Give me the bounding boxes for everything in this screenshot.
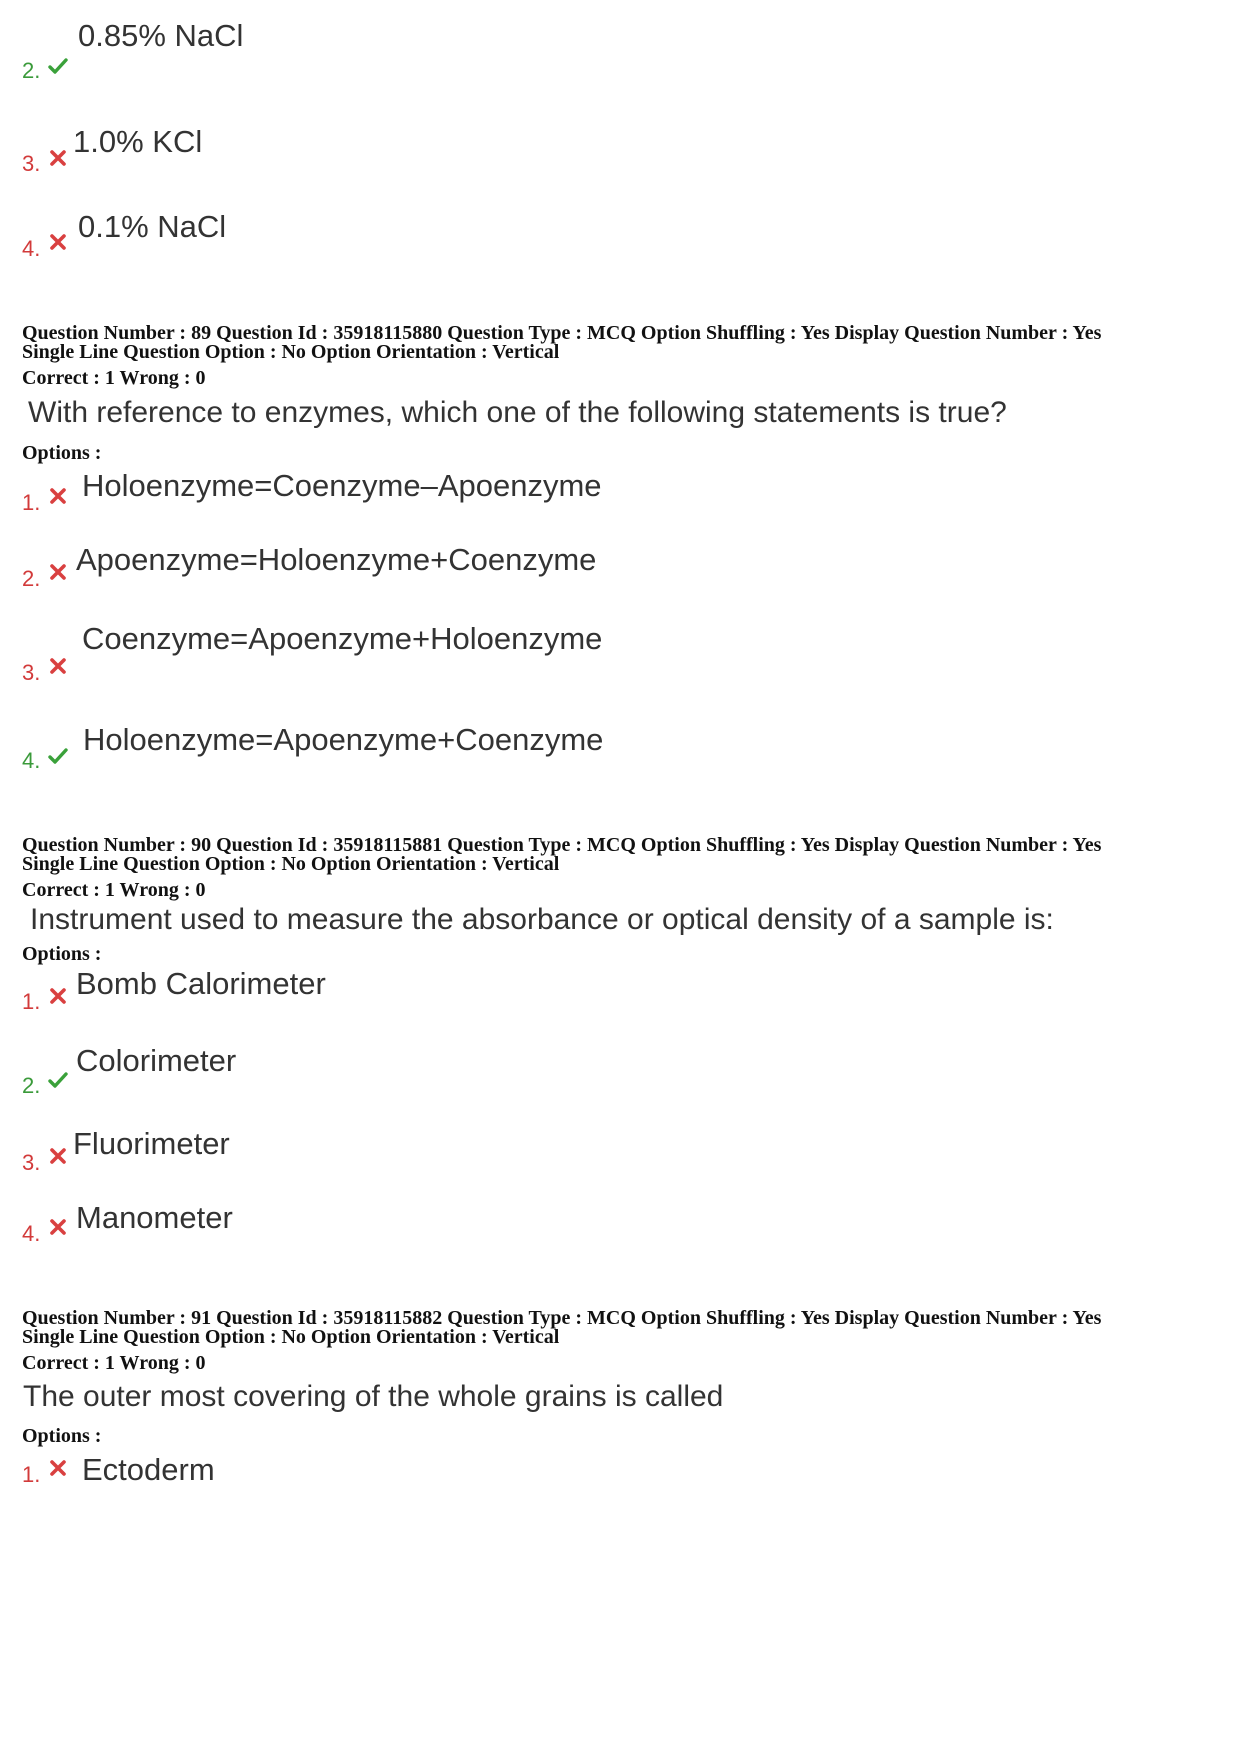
option-number: 3.: [22, 151, 41, 176]
option-text: 0.85% NaCl: [78, 18, 244, 53]
options-label: Options :: [22, 1425, 102, 1447]
option-number: 3.: [22, 660, 41, 685]
question-meta: Question Number : 89 Question Id : 35918115880 Question Type : MCQ Option Shuffling : Yes Display Question Number : Yes: [22, 322, 1102, 344]
cross-icon: [48, 1217, 68, 1237]
cross-icon: [48, 232, 68, 252]
option-number: 4.: [22, 236, 41, 261]
option-number: 4.: [22, 748, 41, 773]
option-text: Manometer: [76, 1200, 233, 1235]
option-number: 2.: [22, 566, 41, 591]
option-text: Colorimeter: [76, 1043, 237, 1078]
options-label: Options :: [22, 442, 102, 464]
check-icon: [48, 1070, 68, 1090]
question-marks: Correct : 1 Wrong : 0: [22, 1352, 206, 1374]
option-number: 1.: [22, 989, 41, 1014]
option-text: Coenzyme=Apoenzyme+Holoenzyme: [82, 621, 603, 656]
option-number: 2.: [22, 1073, 41, 1098]
options-label: Options :: [22, 943, 102, 965]
option-number: 3.: [22, 1150, 41, 1175]
question-marks: Correct : 1 Wrong : 0: [22, 367, 206, 389]
option-text: Holoenzyme=Apoenzyme+Coenzyme: [83, 722, 604, 757]
option-text: Ectoderm: [82, 1452, 215, 1487]
question-text: With reference to enzymes, which one of the following statements is true?: [28, 396, 1007, 429]
cross-icon: [48, 148, 68, 168]
cross-icon: [48, 1458, 68, 1478]
cross-icon: [48, 986, 68, 1006]
question-meta: Question Number : 91 Question Id : 35918115882 Question Type : MCQ Option Shuffling : Yes Display Question Number : Yes: [22, 1307, 1102, 1329]
question-marks: Correct : 1 Wrong : 0: [22, 879, 206, 901]
cross-icon: [48, 1146, 68, 1166]
option-text: Apoenzyme=Holoenzyme+Coenzyme: [76, 542, 597, 577]
check-icon: [48, 746, 68, 766]
question-meta-options: Single Line Question Option : No Option Orientation : Vertical: [22, 1326, 560, 1348]
option-text: Holoenzyme=Coenzyme–Apoenzyme: [82, 468, 602, 503]
option-text: 1.0% KCl: [73, 124, 203, 159]
question-text: Instrument used to measure the absorbance or optical density of a sample is:: [30, 903, 1054, 936]
option-number: 1.: [22, 1462, 41, 1487]
cross-icon: [48, 562, 68, 582]
option-text: 0.1% NaCl: [78, 209, 227, 244]
option-text: Bomb Calorimeter: [76, 966, 326, 1001]
question-meta: Question Number : 90 Question Id : 35918115881 Question Type : MCQ Option Shuffling : Yes Display Question Number : Yes: [22, 834, 1102, 856]
cross-icon: [48, 486, 68, 506]
question-meta-options: Single Line Question Option : No Option Orientation : Vertical: [22, 853, 560, 875]
cross-icon: [48, 656, 68, 676]
option-text: Fluorimeter: [73, 1126, 230, 1161]
option-number: 4.: [22, 1221, 41, 1246]
option-number: 2.: [22, 58, 41, 83]
question-meta-options: Single Line Question Option : No Option Orientation : Vertical: [22, 341, 560, 363]
question-text: The outer most covering of the whole grains is called: [23, 1380, 724, 1413]
check-icon: [48, 56, 68, 76]
option-number: 1.: [22, 490, 41, 515]
